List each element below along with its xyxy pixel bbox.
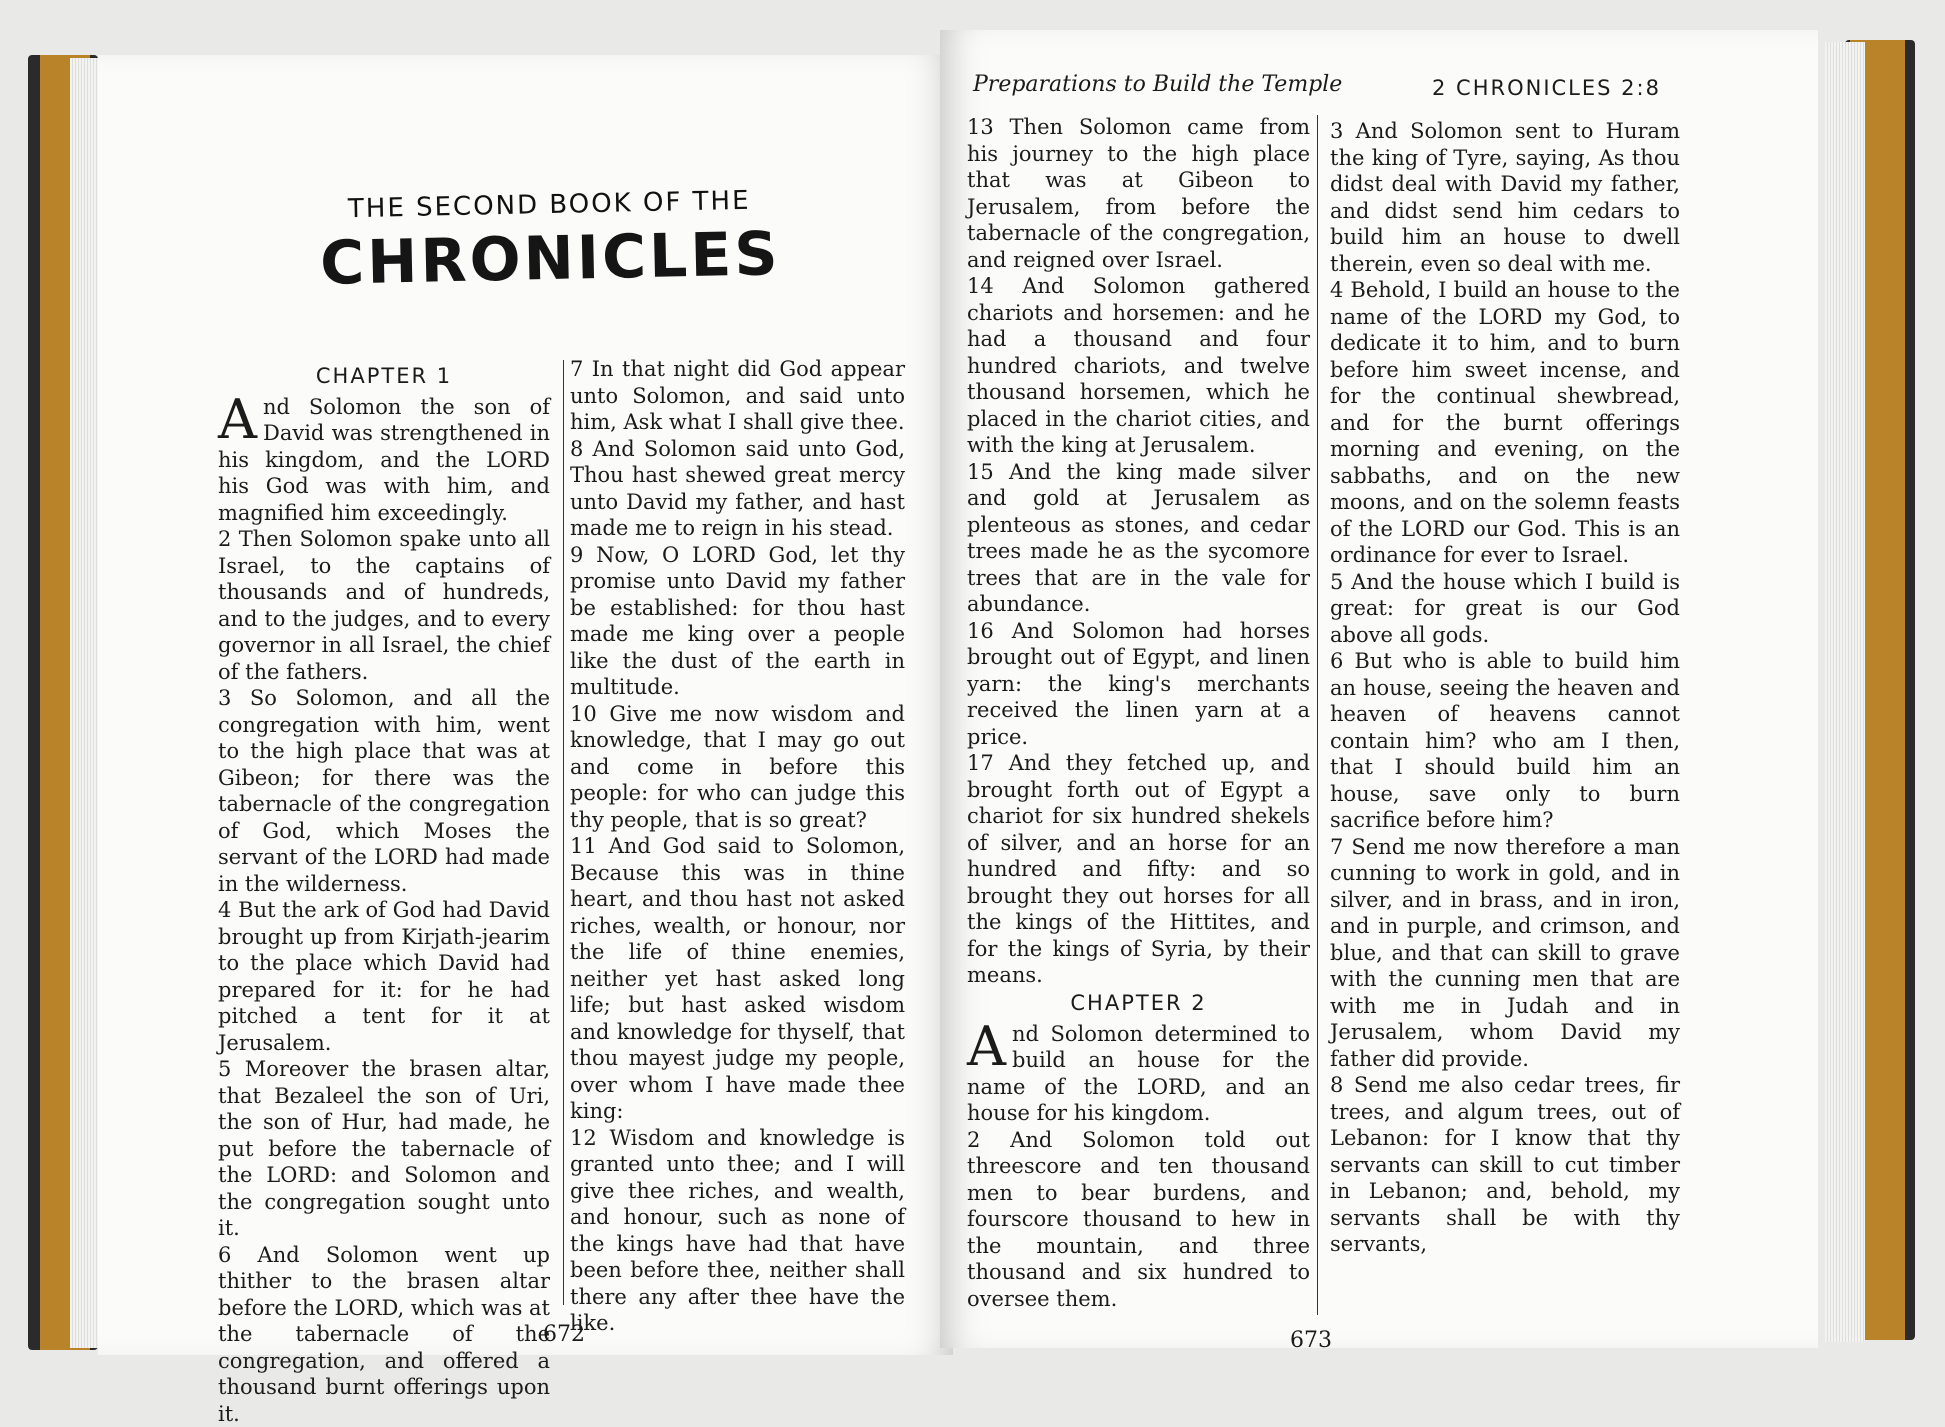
verse: 7 Send me now therefore a man cunning to work in gold, and in silver, and in brass, and in iron, and in purple, and crimson, and blue, and that can skill to grave with the cunning men that are with me in Judah and in Jerusalem, whom David my father did provide. — [1330, 834, 1680, 1073]
running-title: Preparations to Build the Temple — [973, 72, 1342, 97]
verse: 7 In that night did God appear unto Solomon, and said unto him, Ask what I shall give thee. — [570, 356, 905, 436]
running-reference: 2 CHRONICLES 2:8 — [1432, 76, 1661, 100]
chapter-1-heading: CHAPTER 1 — [218, 363, 550, 390]
verse: And Solomon the son of David was strengthened in his kingdom, and the LORD his God was with him, and magnified him exceedingly. — [218, 394, 550, 527]
verse: 17 And they fetched up, and brought forth out of Egypt a chariot for six hundred shekels of silver, and an horse for an hundred and fifty: and so brought they out horses for all the kings of the Hittites, and for the kings of Syria, by their means. — [967, 750, 1310, 989]
left-page-column-2 — [570, 356, 905, 1337]
verse: 12 Wisdom and knowledge is granted unto thee; and I will give thee riches, and wealth, and honour, such as none of the kings have had that have been before thee, neither shall there any after thee have the like. — [570, 1125, 905, 1337]
verse: 9 Now, O LORD God, let thy promise unto David my father be established: for thou hast made me king over a people like the dust of the earth in multitude. — [570, 542, 905, 701]
book-title-block — [269, 184, 831, 300]
verse: 4 Behold, I build an house to the name of the LORD my God, to dedicate it to him, and to burn before him sweet incense, and for the continual shewbread, and for the burnt offerings morning and evening, on the sabbaths, and on the new moons, and on the solemn feasts of the LORD our God. This is an ordinance for ever to Israel. — [1330, 277, 1680, 569]
verse: And Solomon determined to build an house for the name of the LORD, and an house for his kingdom. — [967, 1021, 1310, 1127]
verse: 6 And Solomon went up thither to the brasen altar before the LORD, which was at the tabernacle of the congregation, and offered a thousand burnt offerings upon it. — [218, 1242, 550, 1427]
book-title: CHRONICLES — [270, 218, 831, 300]
column-rule-right — [1317, 115, 1318, 1315]
verse: 2 Then Solomon spake unto all Israel, to the captains of thousands and of hundreds, and to the judges, and to every governor in all Israel, the chief of the fathers. — [218, 526, 550, 685]
left-page-column-1 — [218, 363, 550, 1427]
verse: 15 And the king made silver and gold at Jerusalem as plenteous as stones, and cedar trees made he as the sycomore trees that are in the vale for abundance. — [967, 459, 1310, 618]
verse: 14 And Solomon gathered chariots and horsemen: and he had a thousand and four hundred chariots, and twelve thousand horsemen, which he placed in the chariot cities, and with the king at Jerusalem. — [967, 273, 1310, 459]
verse: 16 And Solomon had horses brought out of Egypt, and linen yarn: the king's merchants received the linen yarn at a price. — [967, 618, 1310, 751]
page-number-right: 673 — [1290, 1328, 1332, 1353]
verse: 5 Moreover the brasen altar, that Bezaleel the son of Uri, the son of Hur, had made, he put before the tabernacle of the LORD: and Solomon and the congregation sought unto it. — [218, 1056, 550, 1242]
verse: 13 Then Solomon came from his journey to the high place that was at Gibeon to Jerusalem, from before the tabernacle of the congregation, and reigned over Israel. — [967, 114, 1310, 273]
verse: 6 But who is able to build him an house, seeing the heaven and heaven of heavens cannot contain him? who am I then, that I should build him an house, save only to burn sacrifice before him? — [1330, 648, 1680, 834]
book-subtitle: THE SECOND BOOK OF THE — [269, 184, 830, 226]
verse: 4 But the ark of God had David brought up from Kirjath-jearim to the place which David had prepared for it: for he had pitched a tent for it at Jerusalem. — [218, 897, 550, 1056]
column-rule-left — [563, 360, 564, 1305]
chapter-2-heading: CHAPTER 2 — [967, 990, 1310, 1017]
page-number-left: 672 — [543, 1322, 585, 1347]
verse: 10 Give me now wisdom and knowledge, that I may go out and come in before this people: for who can judge this thy people, that is so great? — [570, 701, 905, 834]
verse: 8 And Solomon said unto God, Thou hast shewed great mercy unto David my father, and hast made me to reign in his stead. — [570, 436, 905, 542]
verse: 2 And Solomon told out threescore and ten thousand men to bear burdens, and fourscore thousand to hew in the mountain, and three thousand and six hundred to oversee them. — [967, 1127, 1310, 1313]
verse: 8 Send me also cedar trees, fir trees, and algum trees, out of Lebanon: for I know that thy servants can skill to cut timber in Lebanon; and, behold, my servants shall be with thy servants, — [1330, 1072, 1680, 1258]
verse: 5 And the house which I build is great: for great is our God above all gods. — [1330, 569, 1680, 649]
verse: 3 So Solomon, and all the congregation with him, went to the high place that was at Gibeon; for there was the tabernacle of the congregation of God, which Moses the servant of the LORD had made in the wilderness. — [218, 685, 550, 897]
right-page-column-1 — [967, 114, 1310, 989]
right-page-column-1-chapter-2 — [967, 990, 1310, 1312]
verse: 11 And God said to Solomon, Because this was in thine heart, and thou hast not asked riches, wealth, or honour, nor the life of thine enemies, neither yet hast asked long life; but hast asked wisdom and knowledge for thyself, that thou mayest judge my people, over whom I have made thee king: — [570, 833, 905, 1125]
page-stack-right — [1825, 42, 1865, 1342]
verse: 3 And Solomon sent to Huram the king of Tyre, saying, As thou didst deal with David my father, and didst send him cedars to build him an house to dwell therein, even so deal with me. — [1330, 118, 1680, 277]
right-page-column-2 — [1330, 118, 1680, 1258]
